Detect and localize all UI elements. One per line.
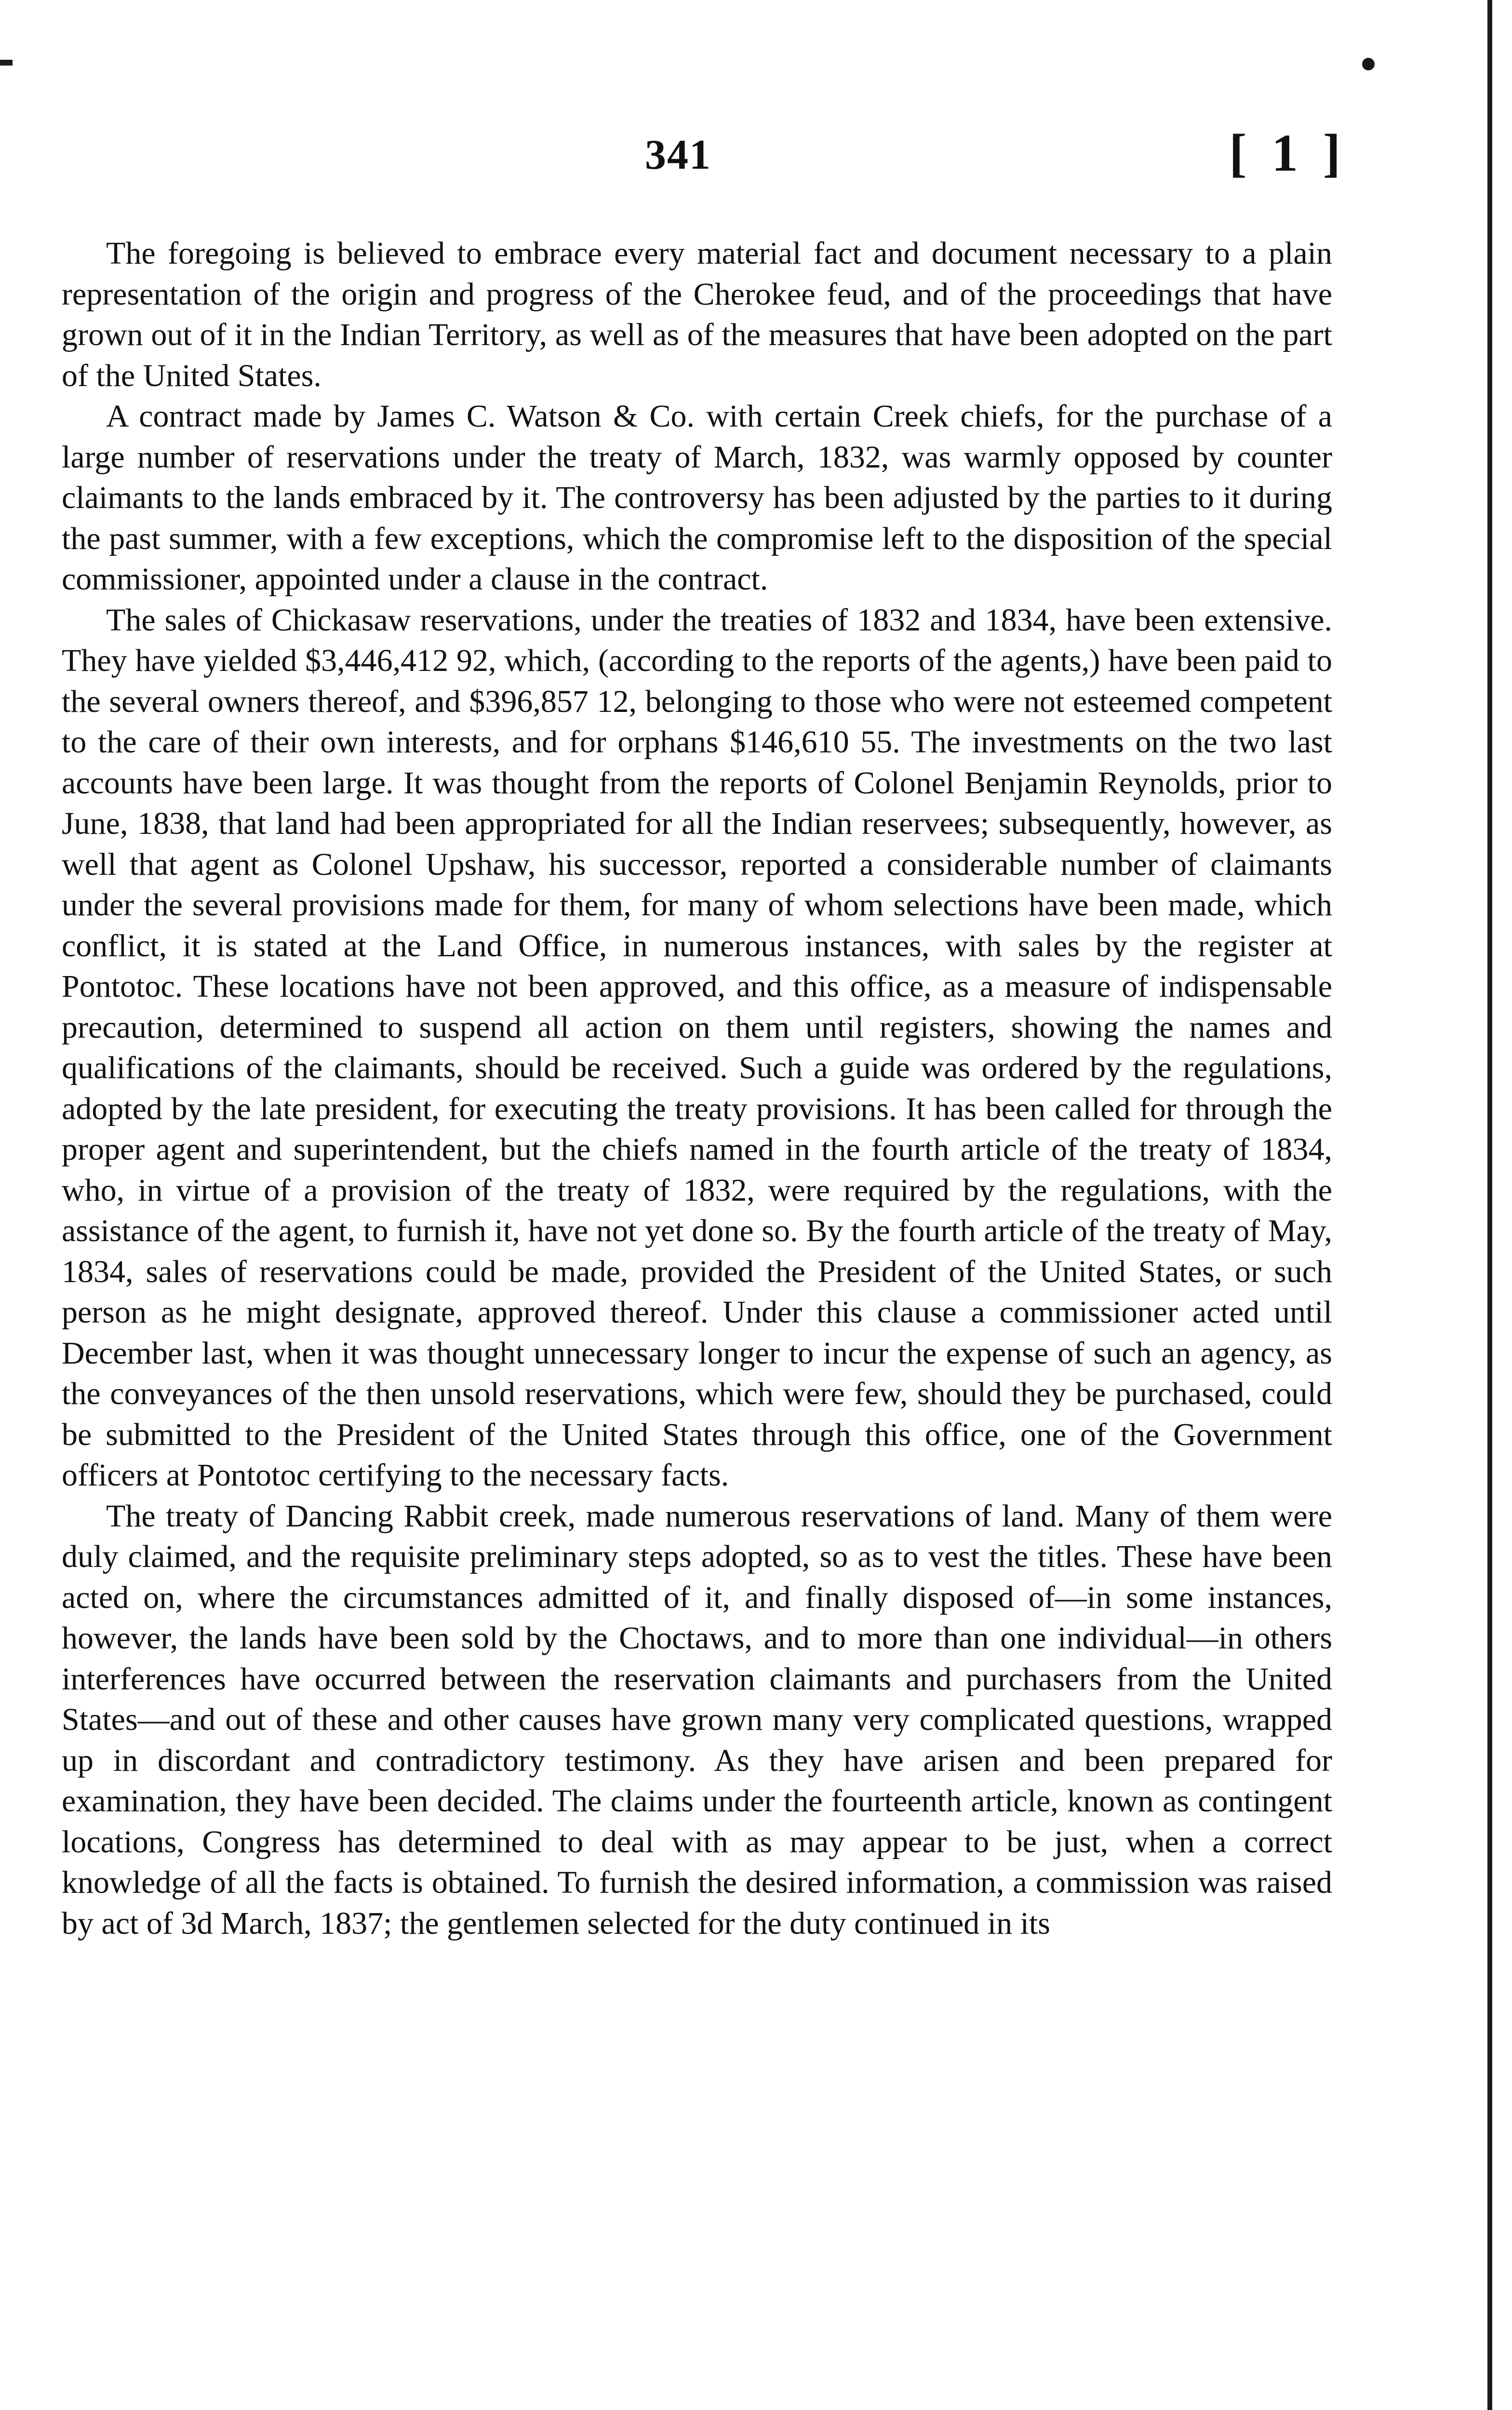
paragraph-chickasaw-reservations: The sales of Chickasaw reservations, under the treaties of 1832 and 1834, have been extensive. They have yielded $3,446,412 92, which, (according to the reports of the agents,) have been paid to the several owners thereof, and $396,857 12, belonging to those who were not esteemed competent to the care of their own interests, and for orphans $146,610 55. The investments on the two last accounts have been large. It was thought from the reports of Colonel Benjamin Reynolds, prior to June, 1838, that land had been appropriated for all the Indian reservees; subsequently, however, as well that agent as Colonel Upshaw, his successor, reported a considerable number of claimants under the several provisions made for them, for many of whom selections have been made, which conflict, it is stated at the Land Office, in numerous instances, with sales by the register at Pontotoc. These locations have not been approved, and this office, as a measure of indispensable precaution, determined to suspend all action on them until registers, showing the names and qualifications of the claimants, should be received. Such a guide was ordered by the regulations, adopted by the late president, for executing the treaty provisions. It has been called for through the proper agent and superintendent, but the chiefs named in the fourth article of the treaty of 1834, who, in virtue of a provision of the treaty of 1832, were required by the regulations, with the assistance of the agent, to furnish it, have not yet done so. By the fourth article of the treaty of May, 1834, sales of reservations could be made, provided the President of the United States, or such person as he might designate, approved thereof. Under this clause a commissioner acted until December last, when it was thought unnecessary longer to incur the expense of such an agency, as the conveyances of the then unsold reservations, which were few, should they be purchased, could be submitted to the President of the United States through this office, one of the Government officers at Pontotoc certifying to the necessary facts. — [62, 602, 1332, 1493]
scan-edge-mark — [0, 60, 13, 66]
paragraph-dancing-rabbit-creek: The treaty of Dancing Rabbit creek, made numerous reservations of land. Many of them were duly claimed, and the requisite preliminary steps adopted, so as to vest the titles. These have been acted on, where the circumstances admitted of it, and finally disposed of—in some instances, however, the lands have been sold by the Choctaws, and to more than one individual—in others interferences have occurred between the reservation claimants and purchasers from the United States—and out of these and other causes have grown many very complicated questions, wrapped up in discordant and contradictory testimony. As they have arisen and been prepared for examination, they have been decided. The claims under the fourteenth article, known as contingent locations, Congress has determined to deal with as may appear to be just, when a correct knowledge of all the facts is obtained. To furnish the desired information, a commission was raised by act of 3d March, 1837; the gentlemen selected for the duty continued in its — [62, 1498, 1332, 1941]
paragraph-cherokee-feud: The foregoing is believed to embrace every material fact and document necessary to a plain representation of the origin and progress of the Cherokee feud, and of the proceedings that have grown out of it in the Indian Territory, as well as of the measures that have been adopted on the part of the United States. — [62, 236, 1332, 393]
page-edge-shadow — [1487, 0, 1492, 2410]
document-reference: [ 1 ] — [1229, 123, 1347, 182]
scan-ink-dot — [1362, 58, 1375, 70]
body-text — [62, 233, 1332, 1944]
page-number: 341 — [645, 132, 711, 178]
paragraph-creek-contract: A contract made by James C. Watson & Co. with certain Creek chiefs, for the purchase of a large number of reservations under the treaty of March, 1832, was warmly opposed by counter claimants to the lands embraced by it. The controversy has been adjusted by the parties to it during the past summer, with a few exceptions, which the compromise left to the disposition of the special commissioner, appointed under a clause in the contract. — [62, 399, 1332, 597]
